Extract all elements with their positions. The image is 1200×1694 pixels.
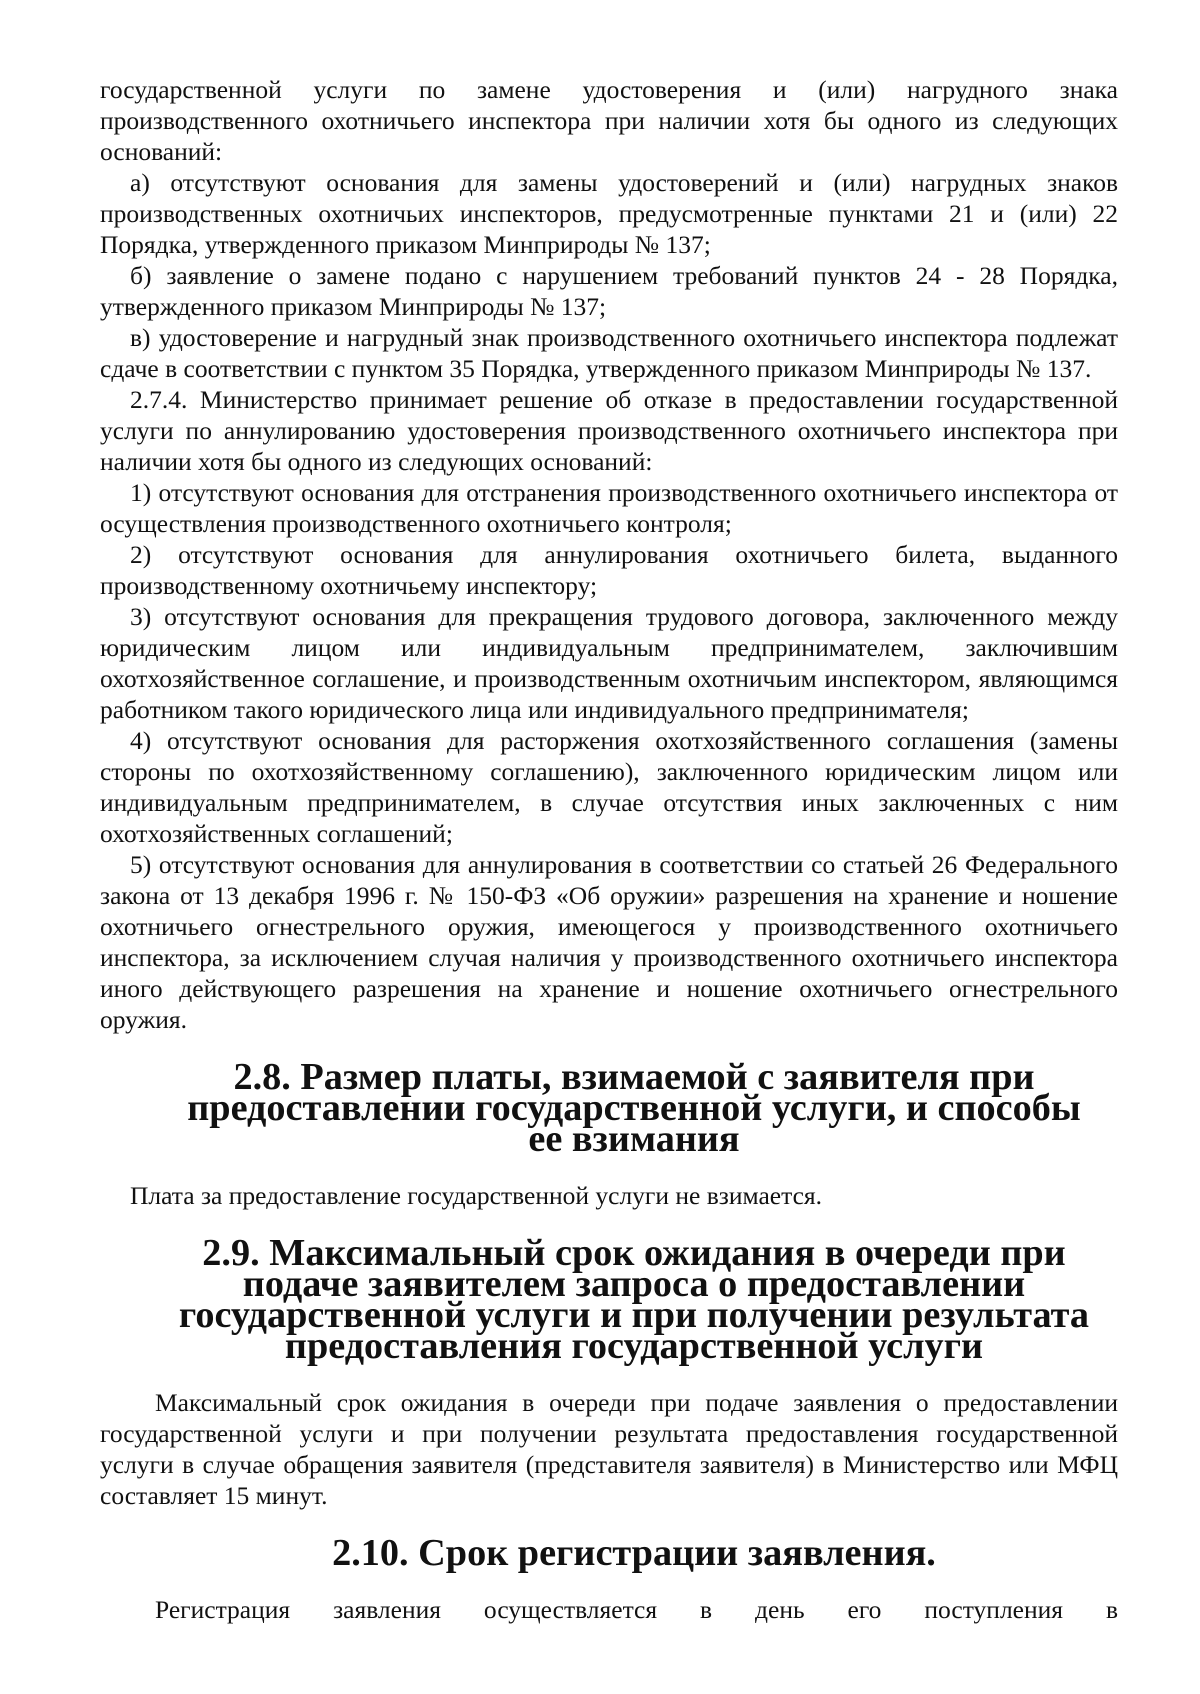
section-text-2-8: Плата за предоставление государственной услуги не взимается. [130, 1181, 822, 1210]
document-page [100, 74, 1118, 1625]
paragraph-item-2: 2) отсутствуют основания для аннулирования охотничьего билета, выданного производственному охотничьему инспектору; [100, 540, 1118, 600]
section-text-2-10: Регистрация заявления осуществляется в день его поступления в [155, 1595, 1118, 1624]
paragraph-2-7-4: 2.7.4. Министерство принимает решение об отказе в предоставлении государственной услуги по аннулированию удостоверения производственного охотничьего инспектора при наличии хотя бы одного из следующих оснований: [100, 385, 1118, 476]
paragraph-item-5: 5) отсутствуют основания для аннулирования в соответствии со статьей 26 Федерального закона от 13 декабря 1996 г. № 150-ФЗ «Об оружии» разрешения на хранение и ношение охотничьего огнестрельного оружия, имеющегося у производственного охотничьего инспектора, за исключением случая наличия у производственного охотничьего инспектора иного действующего разрешения на хранение и ношение охотничьего огнестрельного оружия. [100, 850, 1118, 1034]
section-heading-2-9: 2.9. Максимальный срок ожидания в очереди при подаче заявителем запроса о предоставлении государственной услуги и при получении результата предоставления государственной услуги [178, 1232, 1090, 1367]
paragraph-item-3: 3) отсутствуют основания для прекращения трудового договора, заключенного между юридическим лицом или индивидуальным предпринимателем, заключившим охотхозяйственное соглашение, и производственным охотничьим инспектором, являющимся работником такого юридического лица или индивидуального предпринимателя; [100, 602, 1118, 724]
paragraph-item-4: 4) отсутствуют основания для расторжения охотхозяйственного соглашения (замены стороны по охотхозяйственному соглашению), заключенного юридическим лицом или индивидуальным предпринимателем, в случае отсутствия иных заключенных с ним охотхозяйственных соглашений; [100, 726, 1118, 848]
section-heading-2-8: 2.8. Размер платы, взимаемой с заявителя при предоставлении государственной услуги, и способы ее взимания [187, 1056, 1081, 1160]
paragraph-item-1: 1) отсутствуют основания для отстранения производственного охотничьего инспектора от осуществления производственного охотничьего контроля; [100, 478, 1118, 538]
paragraph-item-a: а) отсутствуют основания для замены удостоверений и (или) нагрудных знаков производственных охотничьих инспекторов, предусмотренные пунктами 21 и (или) 22 Порядка, утвержденного приказом Минприроды № 137; [100, 168, 1118, 259]
paragraph-item-b: б) заявление о замене подано с нарушением требований пунктов 24 - 28 Порядка, утвержденного приказом Минприроды № 137; [100, 261, 1118, 321]
paragraph-continuation: государственной услуги по замене удостоверения и (или) нагрудного знака производственного охотничьего инспектора при наличии хотя бы одного из следующих оснований: [100, 75, 1118, 166]
section-heading-2-10: 2.10. Срок регистрации заявления. [332, 1532, 936, 1574]
section-text-2-9: Максимальный срок ожидания в очереди при подаче заявления о предоставлении государственной услуги и при получении результата предоставления государственной услуги в случае обращения заявителя (представителя заявителя) в Министерство или МФЦ составляет 15 минут. [100, 1388, 1118, 1510]
paragraph-item-v: в) удостоверение и нагрудный знак производственного охотничьего инспектора подлежат сдаче в соответствии с пунктом 35 Порядка, утвержденного приказом Минприроды № 137. [100, 323, 1118, 383]
